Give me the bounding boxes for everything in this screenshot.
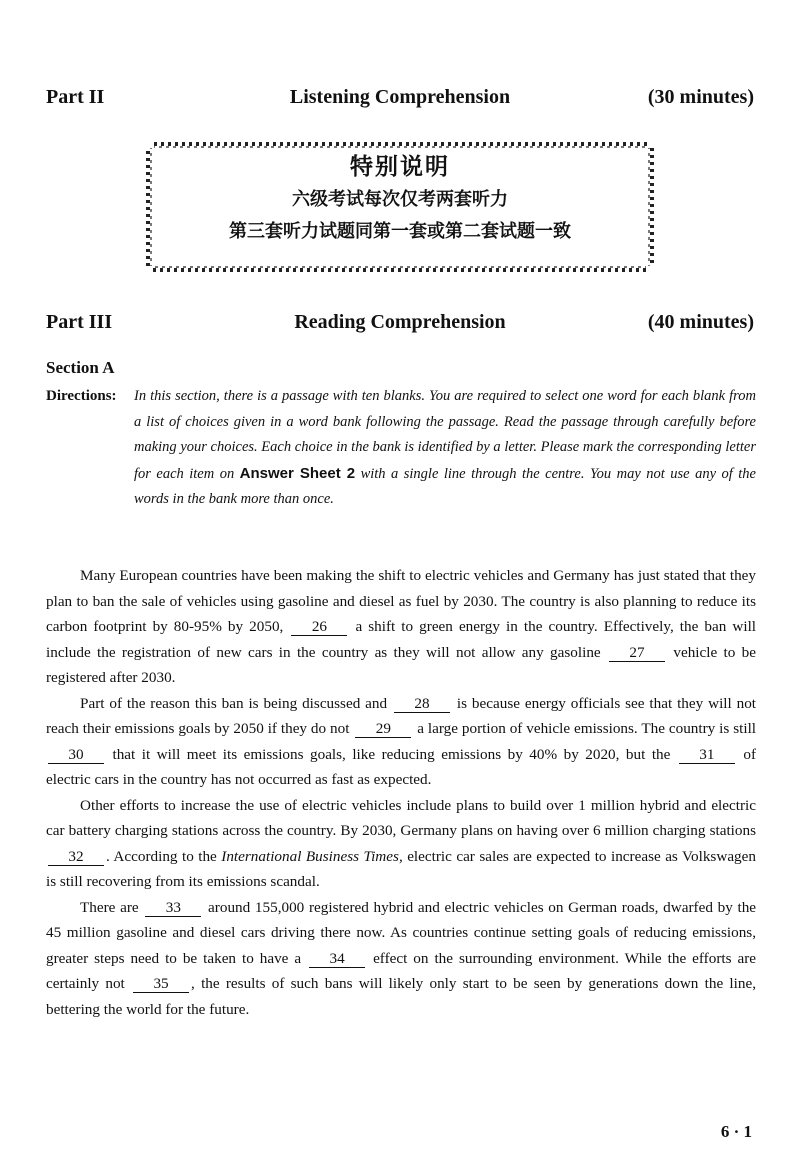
paragraph-4: [46, 895, 756, 1023]
directions-text-part: with a single line through the centre. You may not use any of the words in the bank more than once.: [134, 465, 756, 508]
part-time: (40 minutes): [647, 311, 754, 333]
passage-text: effect on the surrounding environment. While the efforts are certainly not: [46, 949, 757, 992]
part-label: Part II: [46, 86, 105, 108]
passage-text: Part of the reason this ban is being discussed and: [80, 694, 388, 712]
section-title: Section A: [46, 358, 115, 377]
blank-29: 29: [355, 720, 411, 738]
part-title: Reading Comprehension: [294, 311, 506, 333]
passage-text: that it will meet its emissions goals, like reducing emissions by 40% by 2020, but the: [112, 745, 671, 763]
passage-text: There are: [80, 898, 139, 916]
passage-text: , the results of such bans will likely only start to be seen by generations down the line, bettering the world for the future.: [46, 975, 756, 1018]
notice-line-2: 第三套听力试题同第一套或第二套试题一致: [229, 221, 571, 242]
paragraph-3: [46, 793, 756, 895]
part-time: (30 minutes): [647, 86, 754, 108]
part-iii-header: [46, 311, 754, 341]
passage-text: . According to the: [106, 847, 217, 865]
paragraph-2: [46, 691, 756, 793]
blank-31: 31: [679, 746, 735, 764]
passage-text: a shift to green energy in the country. Effectively, the ban will include the registration of new cars in the country as they will not allow any gasoline: [46, 618, 757, 661]
publication-name: International Business Times: [221, 847, 399, 865]
passage-text: a large portion of vehicle emissions. The country is still: [417, 720, 757, 737]
paragraph-1: [46, 563, 756, 691]
passage-text: Other efforts to increase the use of electric vehicles include plans to build over 1 million hybrid and electric car battery charging stations across the country. By 2030, Germany plans on having over 6 million charging stations: [46, 796, 756, 839]
passage-text: around 155,000 registered hybrid and electric vehicles on German roads, dwarfed by the 45 million gasoline and diesel cars driving there now. As countries continue setting goals of reducing emissions, greater steps need to be taken to have a: [46, 898, 757, 967]
directions-label: Directions:: [46, 388, 117, 404]
passage-text: vehicle to be registered after 2030.: [46, 643, 757, 686]
blank-26: 26: [291, 618, 347, 636]
blank-32: 32: [48, 848, 104, 866]
passage-text: of electric cars in the country has not occurred as fast as expected.: [46, 745, 756, 788]
part-label: Part III: [46, 311, 113, 333]
blank-33: 33: [145, 899, 201, 917]
directions-text: [134, 384, 756, 513]
blank-30: 30: [48, 746, 104, 764]
part-title: Listening Comprehension: [289, 86, 511, 108]
blank-35: 35: [133, 975, 189, 993]
passage-text: is because energy officials see that they will not reach their emissions goals by 2050 if they do not: [46, 694, 757, 737]
page-number: 6 · 1: [720, 1122, 752, 1141]
passage-text: Many European countries have been making the shift to electric vehicles and Germany has just stated that they plan to ban the sale of vehicles using gasoline and diesel as fuel by 2030. The country is also planning to reduce its carbon footprint by 80-95% by 2050,: [46, 567, 756, 635]
special-notice-box: [140, 136, 660, 276]
blank-28: 28: [394, 695, 450, 713]
notice-line-1: 六级考试每次仅考两套听力: [292, 189, 508, 210]
passage-text: , electric car sales are expected to increase as Volkswagen is still recovering from its emissions scandal.: [46, 847, 756, 890]
directions-text-part: In this section, there is a passage with ten blanks. You are required to select one word for each blank from a list of choices given in a word bank following the passage. Read the passage through carefully before making your choices. Each choice in the bank is identified by a letter. Please mark the corresponding letter for each item on: [134, 388, 756, 482]
blank-27: 27: [609, 644, 665, 662]
blank-34: 34: [309, 950, 365, 968]
reading-passage: [46, 563, 756, 1022]
directions-block: [46, 384, 756, 513]
notice-heading: 特别说明: [350, 154, 450, 180]
answer-sheet-label: Answer Sheet 2: [239, 464, 356, 482]
part-ii-header: [46, 86, 754, 116]
